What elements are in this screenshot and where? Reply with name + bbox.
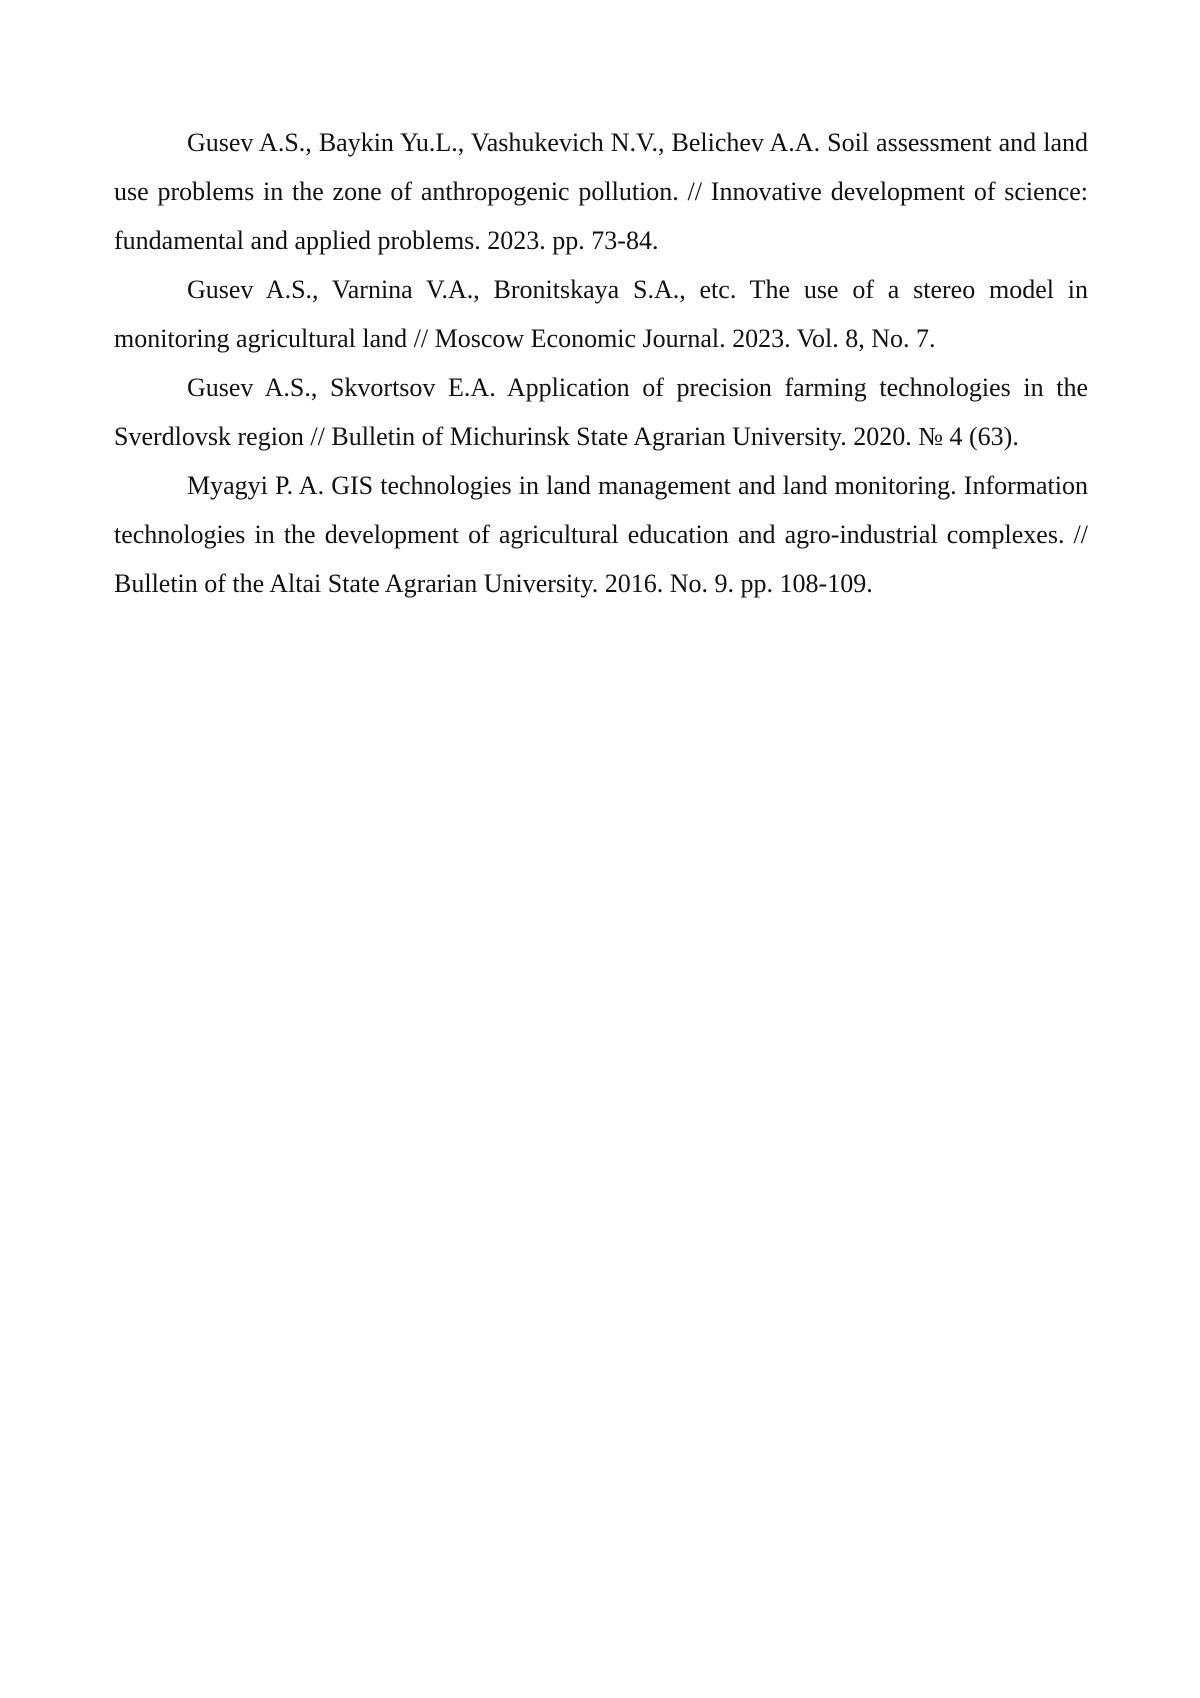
reference-entry: Gusev A.S., Skvortsov E.A. Application of precision farming technologies in the Sverdlovsk region // Bulletin of Michurinsk State Agrarian University. 2020. № 4 (63). bbox=[114, 373, 1088, 451]
reference-list bbox=[114, 118, 1088, 608]
reference-entry: Gusev A.S., Varnina V.A., Bronitskaya S.A., etc. The use of a stereo model in monitoring agricultural land // Moscow Economic Journal. 2023. Vol. 8, No. 7. bbox=[114, 275, 1088, 353]
reference-entry: Myagyi P. A. GIS technologies in land management and land monitoring. Information technologies in the development of agricultural education and agro-industrial complexes. // Bulletin of the Altai State Agrarian University. 2016. No. 9. pp. 108-109. bbox=[114, 471, 1088, 598]
reference-entry: Gusev A.S., Baykin Yu.L., Vashukevich N.V., Belichev A.A. Soil assessment and land use problems in the zone of anthropogenic pollution. // Innovative development of science: fundamental and applied problems. 2023. pp. 73-84. bbox=[114, 128, 1088, 255]
